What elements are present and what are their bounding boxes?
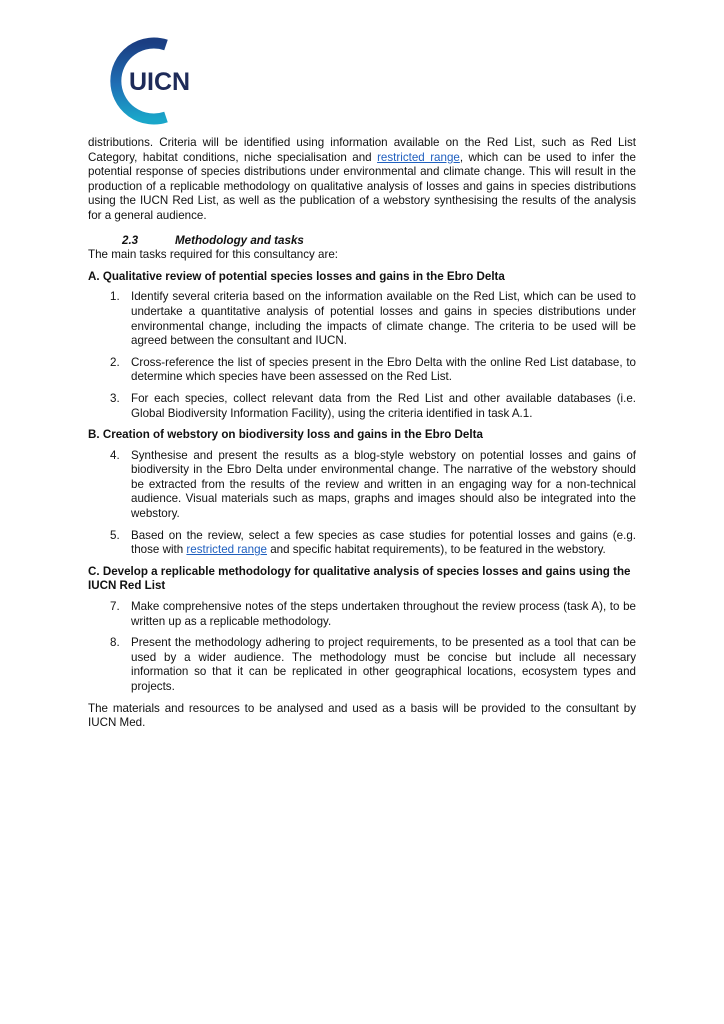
item-text: Cross-reference the list of species present in the Ebro Delta with the online Red List database, to determine which species have been assessed on the Red List. xyxy=(131,355,636,384)
list-item xyxy=(88,290,636,348)
section-number: 2.3 xyxy=(122,233,139,247)
group-heading-b: B. Creation of webstory on biodiversity loss and gains in the Ebro Delta xyxy=(88,428,483,442)
tasks-intro: The main tasks required for this consultancy are: xyxy=(88,248,339,262)
section-heading xyxy=(88,234,636,249)
list-item xyxy=(88,529,636,558)
list-item xyxy=(88,449,636,522)
item-text xyxy=(131,529,636,558)
item-number: 8. xyxy=(110,636,120,650)
item-number: 3. xyxy=(110,391,120,405)
group-heading-a: A. Qualitative review of potential species losses and gains in the Ebro Delta xyxy=(88,269,505,283)
restricted-range-link[interactable]: restricted range xyxy=(186,543,267,557)
item-text: Synthesise and present the results as a blog-style webstory on potential losses and gains of biodiversity in the Ebro Delta under environmental change. The narrative of the webstory should be extracted from the results of the review and written in an engaging way for a non-technical audience. Visual materials such as maps, graphs and images should also be integrated into the webstory. xyxy=(131,448,636,521)
uicn-logo xyxy=(108,36,206,126)
closing-paragraph: The materials and resources to be analysed and used as a basis will be provided to the consultant by IUCN Med. xyxy=(88,701,636,730)
item-text: For each species, collect relevant data from the Red List and other available databases (i.e. Global Biodiversity Information Facility), using the criteria identified in task A.1. xyxy=(131,391,636,420)
list-item xyxy=(88,636,636,694)
intro-text-2: , which can be used to infer the potential response of species distributions under environmental and climate change. This will result in the production of a replicable methodology on qualitative analysis of losses and gains in species distributions using the IUCN Red List, as well as the publication of a webstory synthesising the results of the analysis for a general audience. xyxy=(88,150,636,222)
logo-text: UICN xyxy=(129,68,191,96)
item-text: Identify several criteria based on the information available on the Red List, which can be used to undertake a quantitative analysis of potential losses and gains in species distributions under environmental change, including the impacts of climate change. The criteria to be used will be agreed between the consultant and IUCN. xyxy=(131,290,636,348)
intro-paragraph xyxy=(88,136,636,224)
intro-text-1: distributions. Criteria will be identified using information available on the Red List, such as Red List Category, habitat conditions, niche specialisation and xyxy=(88,136,636,164)
item-number: 4. xyxy=(110,448,120,462)
section-title: Methodology and tasks xyxy=(175,233,304,247)
uicn-logo-icon xyxy=(108,36,206,126)
group-heading-c: C. Develop a replicable methodology for qualitative analysis of species losses and gains using the IUCN Red List xyxy=(88,564,631,593)
item-text-before: Based on the review, select a few species as case studies for potential losses and gains (e.g. those with xyxy=(131,528,636,557)
list-item xyxy=(88,392,636,421)
document-body xyxy=(88,136,636,731)
item-number: 7. xyxy=(110,600,120,614)
item-text-after: and specific habitat requirements), to be featured in the webstory. xyxy=(266,543,606,557)
item-text: Make comprehensive notes of the steps undertaken throughout the review process (task A), to be written up as a replicable methodology. xyxy=(131,600,636,628)
restricted-range-link[interactable]: restricted range xyxy=(377,150,460,164)
item-number: 5. xyxy=(110,528,120,542)
item-number: 1. xyxy=(110,290,120,304)
item-text: Present the methodology adhering to project requirements, to be presented as a tool that can be used by a wider audience. The methodology must be concise but include all necessary information so that it can be replicated in other geographical locations, ecosystem types and projects. xyxy=(131,636,636,693)
list-item xyxy=(88,600,636,629)
item-number: 2. xyxy=(110,355,120,369)
list-item xyxy=(88,356,636,385)
